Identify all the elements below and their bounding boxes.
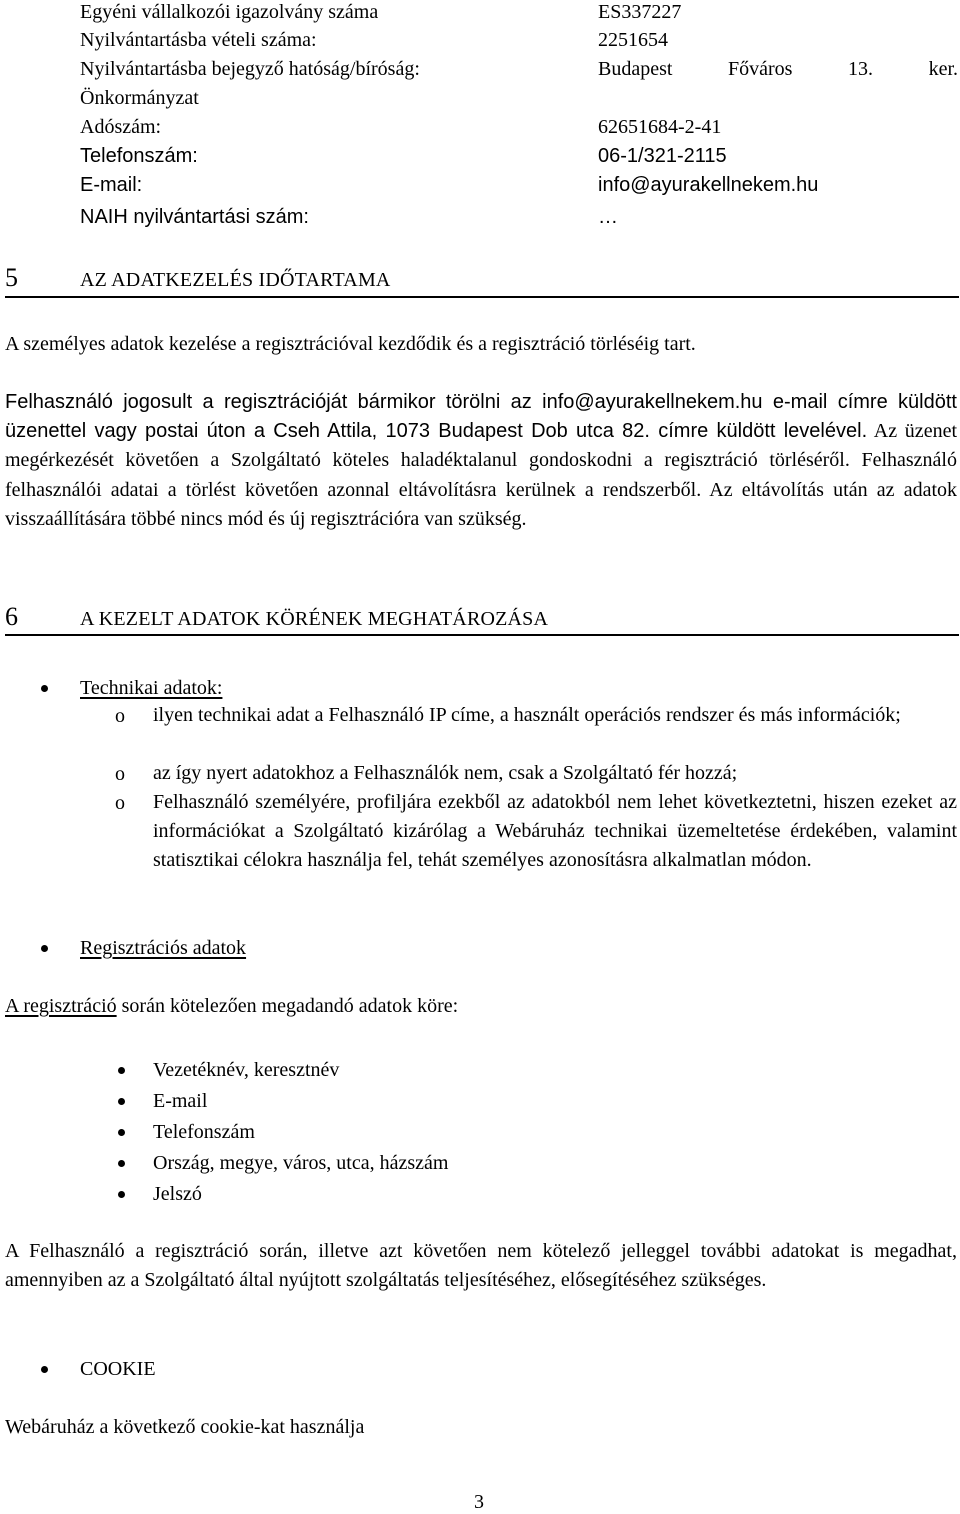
bullet-icon: [118, 1191, 125, 1198]
list-item: az így nyert adatokhoz a Felhasználók nem, csak a Szolgáltató fér hozzá;: [153, 762, 738, 784]
bullet-icon: [118, 1098, 125, 1105]
info-label: E-mail:: [80, 174, 143, 196]
list-item: Jelszó: [153, 1183, 202, 1205]
paragraph: [5, 388, 957, 534]
page-number: 3: [474, 1491, 484, 1513]
list-item: E-mail: [153, 1090, 208, 1112]
bullet-icon: [41, 945, 48, 952]
section-title: A KEZELT ADATOK KÖRÉNEK MEGHATÁROZÁSA: [80, 608, 549, 630]
list-item: Felhasználó személyére, profiljára ezekből az adatokból nem lehet következtetni, hiszen ezeket az információkat a Szolgáltató kizárólag a Webáruház technikai üzemeltetése érdekében, valamint statisztikai célokra használja fel, tehát személyes azonosításra alkalmatlan módon.: [153, 791, 957, 872]
info-label: Nyilvántartásba vételi száma:: [80, 29, 317, 51]
info-value: 62651684-2-41: [598, 116, 722, 138]
list-item: Telefonszám: [153, 1121, 255, 1143]
info-label: Önkormányzat: [80, 87, 199, 109]
info-label: Egyéni vállalkozói igazolvány száma: [80, 1, 379, 23]
section-rule: [5, 296, 959, 298]
paragraph: Webáruház a következő cookie-kat használja: [5, 1416, 365, 1438]
paragraph: [5, 994, 458, 1018]
bullet-icon: [41, 685, 48, 692]
info-value: 2251654: [598, 29, 668, 51]
section-number: 5: [5, 263, 18, 292]
info-value: …: [598, 206, 618, 228]
paragraph-serif-part: Az üzenet megérkezését követően a Szolgáltató köteles haladéktalanul gondoskodni a regisztráció törléséről. Felhasználó felhasználói adatai a törlést követően azonnal eltávolításra kerülnek a rendszerből. Az eltávolítás után az adatok visszaállítására többé nincs mód és új regisztrációra van szükség.: [5, 420, 957, 530]
list-item: Vezetéknév, keresztnév: [153, 1059, 340, 1081]
info-label: Nyilvántartásba bejegyző hatóság/bíróság:: [80, 58, 420, 80]
section-title: AZ ADATKEZELÉS IDŐTARTAMA: [80, 269, 391, 291]
info-value: ES337227: [598, 1, 682, 23]
info-label: Telefonszám:: [80, 145, 198, 167]
bullet-icon: [41, 1366, 48, 1373]
list-heading: Technikai adatok:: [80, 677, 223, 699]
info-label: NAIH nyilvántartási szám:: [80, 206, 309, 228]
paragraph-sans-part: Felhasználó jogosult a regisztrációját bármikor törölni az info@ayurakellnekem.hu e-mail címre küldött üzenettel vagy postai úton a Cseh Attila, 1073 Budapest Dob utca 82. címre küldött levelével.: [5, 391, 957, 443]
info-value: Budapest Főváros 13. ker.: [598, 58, 958, 80]
info-label: Adószám:: [80, 116, 162, 138]
list-item: Ország, megye, város, utca, házszám: [153, 1152, 449, 1174]
paragraph-text: során kötelezően megadandó adatok köre:: [116, 995, 459, 1017]
sub-bullet-icon: o: [115, 792, 125, 814]
list-item: ilyen technikai adat a Felhasználó IP címe, a használt operációs rendszer és más információk;: [153, 704, 901, 726]
bullet-icon: [118, 1160, 125, 1167]
info-value: 06-1/321-2115: [598, 145, 727, 167]
list-heading: COOKIE: [80, 1358, 156, 1380]
list-heading: Regisztrációs adatok: [80, 937, 247, 959]
sub-bullet-icon: o: [115, 763, 125, 785]
sub-bullet-icon: o: [115, 705, 125, 727]
section-number: 6: [5, 602, 18, 631]
info-value: info@ayurakellnekem.hu: [598, 174, 819, 196]
paragraph: A Felhasználó a regisztráció során, illetve azt követően nem kötelező jelleggel további adatokat is megadhat, amennyiben az a Szolgáltató által nyújtott szolgáltatás teljesítéséhez, elősegítéséhez szükséges.: [5, 1240, 957, 1292]
underlined-text: A regisztráció: [5, 995, 117, 1017]
paragraph: A személyes adatok kezelése a regisztrációval kezdődik és a regisztráció törléséig tart.: [5, 333, 696, 355]
bullet-icon: [118, 1067, 125, 1074]
section-rule: [5, 634, 959, 636]
bullet-icon: [118, 1129, 125, 1136]
